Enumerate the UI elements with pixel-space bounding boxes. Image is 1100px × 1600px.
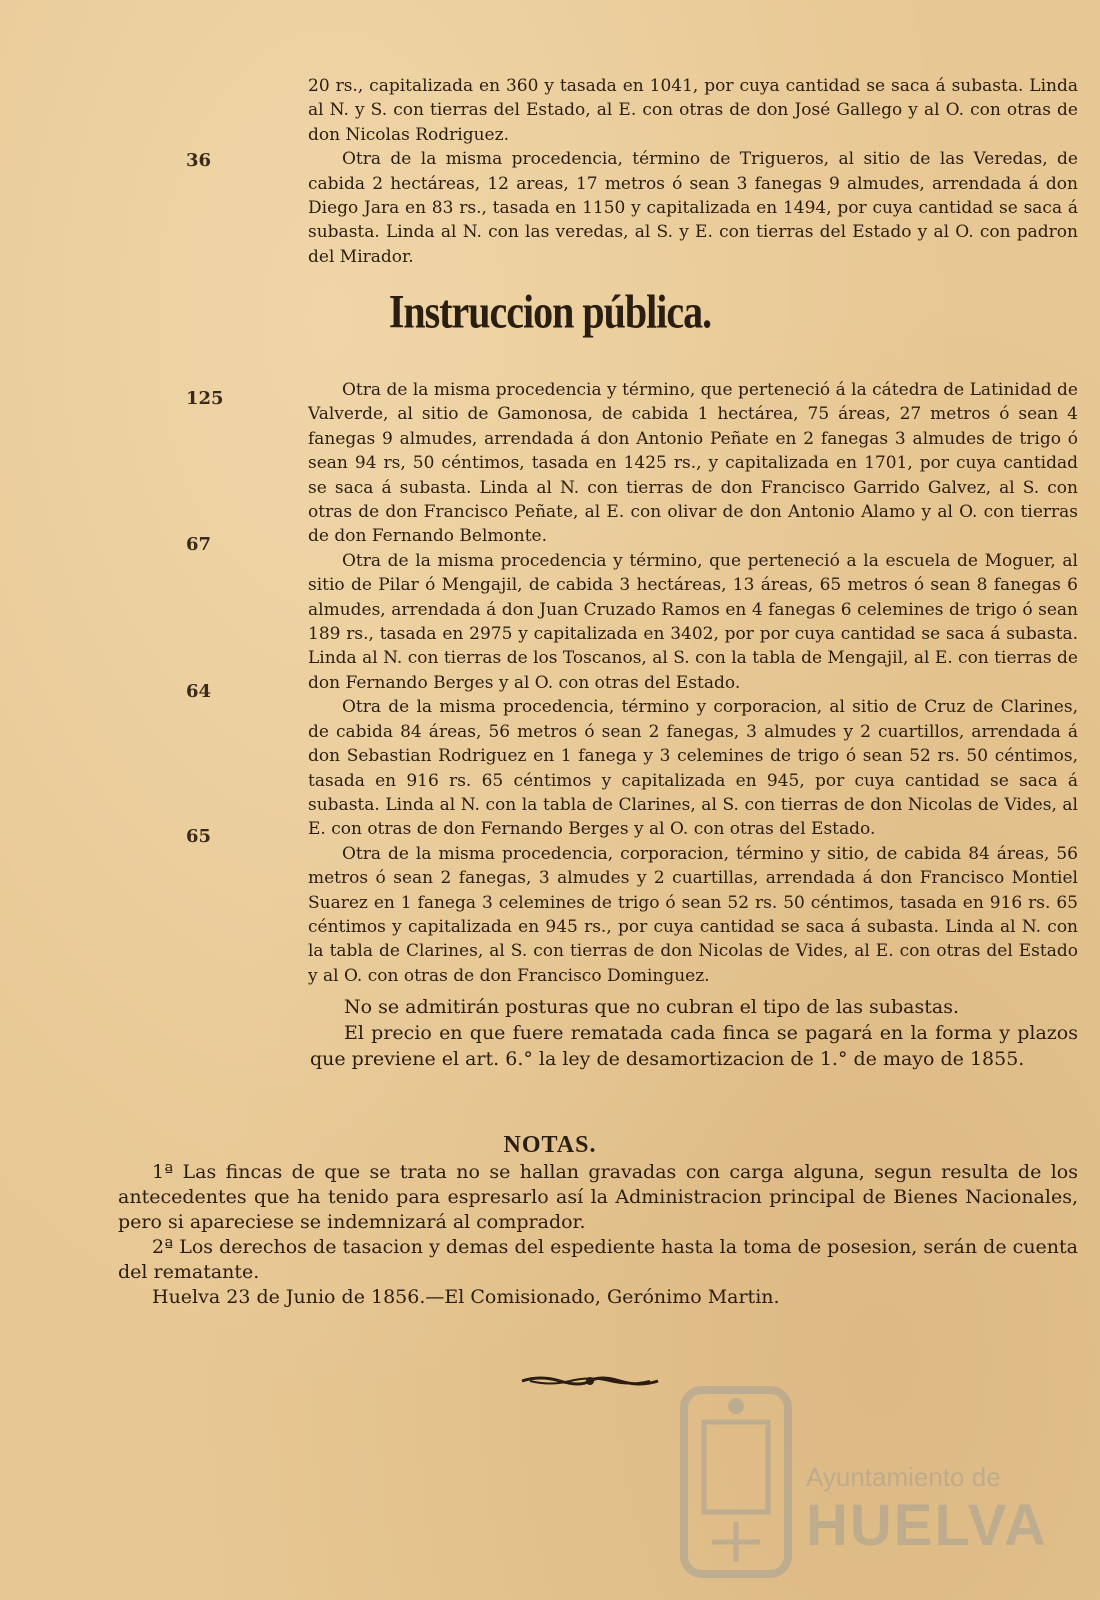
closing-line-2: El precio en que fuere rematada cada finca se pagará en la forma y plazos que previene el art. 6.° la ley de desamortizacion de 1.° de mayo de 1855.: [310, 1022, 1078, 1070]
note-1: 1ª Las fincas de que se trata no se hallan gravadas con carga alguna, segun resulta de los antecedentes que ha tenido para espresarlo así la Administracion principal de Bienes Nacionales, pero si apareciese se indemnizará al comprador.: [118, 1161, 1078, 1233]
watermark-text-main: HUELVA: [806, 1493, 1048, 1558]
lot-number: 67: [186, 534, 212, 555]
continuation-paragraph: 20 rs., capitalizada en 360 y tasada en 1041, por cuya cantidad se saca á subasta. Linda al N. y S. con tierras del Estado, al E. con otras de don José Gallego y al O. con otras de don Nicolas Rodriguez.: [308, 76, 1078, 145]
closing-line-1: No se admitirán posturas que no cubran el tipo de las subastas.: [344, 996, 960, 1018]
ornament-divider-icon: [520, 1374, 660, 1388]
coat-of-arms-icon: [676, 1382, 796, 1582]
lot-paragraph: Otra de la misma procedencia, término y corporacion, al sitio de Cruz de Clarines, de cabida 84 áreas, 56 metros ó sean 2 fanegas, 3 almudes y 2 cuartillos, arrendada á don Sebastian Rodriguez en 1 fanega y 3 celemines de trigo ó sean 52 rs. 50 céntimos, tasada en 916 rs. 65 céntimos y capitalizada en 945, por cuya cantidad se saca á subasta. Linda al N. con la tabla de Clarines, al S. con tierras de don Nicolas de Vides, al E. con otras de don Fernando Berges y al O. con otras del Estado.: [308, 697, 1078, 840]
note-2: 2ª Los derechos de tasacion y demas del espediente hasta la toma de posesion, serán de cuenta del rematante.: [118, 1236, 1078, 1283]
top-block: [308, 74, 1078, 269]
lot-paragraph: Otra de la misma procedencia y término, que perteneció á la cátedra de Latinidad de Valverde, al sitio de Gamonosa, de cabida 1 hectárea, 75 áreas, 27 metros ó sean 4 fanegas 9 almudes, arrendada á don Antonio Peñate en 2 fanegas 3 almudes de trigo ó sean 94 rs, 50 céntimos, tasada en 1425 rs., y capitalizada en 1701, por cuya cantidad se saca á subasta. Linda al N. con tierras de don Francisco Garrido Galvez, al S. con otras de don Francisco Peñate, al E. con olivar de don Antonio Alamo y al O. con tierras de don Fernando Belmonte.: [308, 380, 1078, 547]
signature-line: Huelva 23 de Junio de 1856.—El Comisionado, Gerónimo Martin.: [152, 1286, 780, 1308]
notes-block: [118, 1160, 1078, 1310]
watermark: [676, 1382, 1076, 1592]
lot-paragraph: Otra de la misma procedencia, corporacion, término y sitio, de cabida 84 áreas, 56 metros ó sean 2 fanegas, 3 almudes y 2 cuartillas, arrendada á don Francisco Montiel Suarez en 1 fanega 3 celemines de trigo ó sean 52 rs. 50 céntimos, tasada en 916 rs. 65 céntimos y capitalizada en 945 rs., por cuya cantidad se saca á subasta. Linda al N. con la tabla de Clarines, al S. con tierras de don Nicolas de Vides, al E. con otras del Estado y al O. con otras de don Francisco Dominguez.: [308, 843, 1078, 986]
lot-number: 64: [186, 681, 212, 702]
lot-number: 65: [186, 826, 212, 847]
notes-title: NOTAS.: [503, 1132, 597, 1158]
section-title: Instruccion pública.: [388, 284, 712, 339]
closing-block: [310, 994, 1078, 1072]
lot-number: 125: [186, 388, 224, 409]
watermark-text-top: Ayuntamiento de: [806, 1462, 1001, 1492]
lot-number-36: 36: [186, 150, 212, 171]
lot-paragraph: Otra de la misma procedencia y término, que perteneció a la escuela de Moguer, al sitio de Pilar ó Mengajil, de cabida 3 hectáreas, 13 áreas, 65 metros ó sean 8 fanegas 6 almudes, arrendada á don Juan Cruzado Ramos en 4 fanegas 6 celemines de trigo ó sean 189 rs., tasada en 2975 y capitalizada en 3402, por por cuya cantidad se saca á subasta. Linda al N. con tierras de los Toscanos, al S. con la tabla de Mengajil, al E. con tierras de don Fernando Berges y al O. con otras del Estado.: [308, 550, 1078, 693]
lot-36-paragraph: Otra de la misma procedencia, término de Trigueros, al sitio de las Veredas, de cabida 2 hectáreas, 12 areas, 17 metros ó sean 3 fanegas 9 almudes, arrendada á don Diego Jara en 83 rs., tasada en 1150 y capitalizada en 1494, por cuya cantidad se saca á subasta. Linda al N. con las veredas, al S. y E. con tierras del Estado y al O. con padron del Mirador.: [308, 149, 1078, 267]
lots-block: [308, 378, 1078, 988]
